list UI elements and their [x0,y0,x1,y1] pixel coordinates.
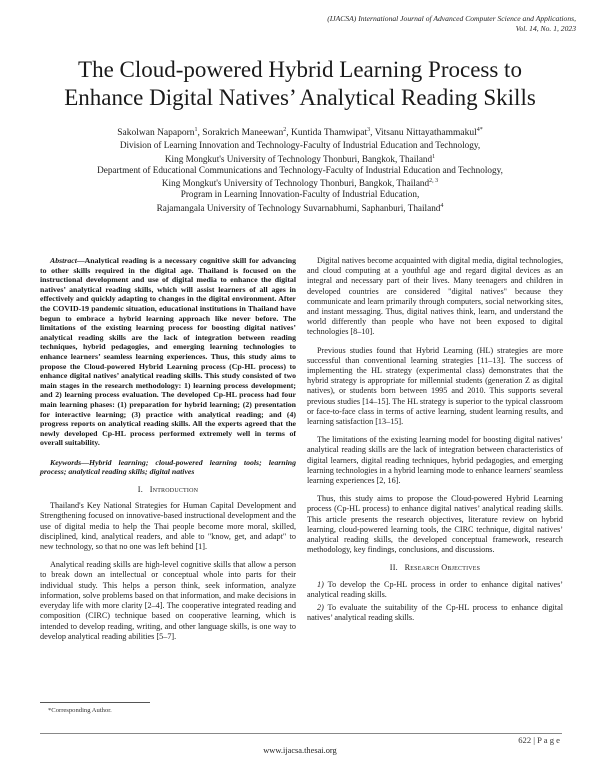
abstract-label: Abstract [50,256,77,265]
author-names: Sakolwan Napaporn$^1$, Sorakrich Maneewan$^2$, Kuntida Thamwipat$^3$, Vitsanu Nittayathammakul$^{4*}$ [117,127,483,139]
footnote-divider [40,702,150,703]
right-column [307,256,563,627]
intro-paragraph: Previous studies found that Hybrid Learning (HL) strategies are more successful than conventional learning strategies [11–13]. The success of implementing the HL strategy (experimental class) demonstrates that the hybrid strategy is appropriate for millennial students (generation Z as digital natives), or students born between 1995 and 2010. This supports several previous studies [14–15]. The HL strategy is superior to the typical classroom or face-to-face class in terms of active learning, student learning results, and learning satisfaction [13–15]. [307,345,563,427]
keywords [40,458,296,477]
abstract [40,256,296,448]
keywords-label: Keywords [50,457,82,467]
author-sup: 1 [194,127,198,133]
author-name: Kuntida Thamwipat [291,128,368,139]
objective-item: 1) To develop the Cp-HL process in order to enhance digital natives’ analytical reading skills. [307,579,563,599]
keywords-text: —Hybrid learning; cloud-powered learning tools; learning process; analytical reading skills; digital natives [40,457,296,477]
author-sup: 2 [283,127,287,133]
paper-title [30,56,570,112]
author-name: Sorakrich Maneewan [202,128,284,139]
intro-paragraph: The limitations of the existing learning model for boosting digital natives’ analytical reading skills are the lack of integration between characteristics of digital learners, digital reading techniques, hybrid pedagogies, and emerging learning technologies in a hybrid learning mode to enhance learners' seamless learning experiences [2, 16]. [307,435,563,486]
abstract-text: —Analytical reading is a necessary cognitive skill for advancing to other skills required in the digital age. Thailand is focused on the instructional development and use of digital media to enhance the digital natives’ analytical reading skills, which will assist learners of all ages in effectively and quickly adapting to changes in the digital environment. After the COVID-19 pandemic situation, educational institutions in Thailand have begun to embrace a hybrid learning approach like never before. The limitations of the existing learning process for boosting digital natives’ analytical reading skills are the lack of integration between reading techniques, hybrid pedagogies, and emerging learning technologies to enhance learners’ seamless learning experiences. Thus, this study aims to propose the Cloud-powered Hybrid Learning process (Cp-HL process) to enhance digital natives’ analytical reading skills. This study consisted of two main stages in the research methodology: 1) learning process development; and 2) learning process evaluation. The developed Cp-HL process had four main learning phases: (1) preparation for hybrid learning; (2) presentation for interactive learning; (3) practice with analytical reading; and (4) progress reports on analytical reading skills. All the experts agreed that the newly developed Cp-HL process performed extremely well in terms of overall suitability. [40,256,296,448]
affiliation-line: Department of Educational Communications and Technology-Faculty of Industrial Education and Technology, [97,164,503,175]
author-name: Vitsanu Nittayathammakul [374,128,477,139]
journal-header-line1: (IJACSA) International Journal of Advanced Computer Science and Applications, [327,14,576,23]
journal-header-line2: Vol. 14, No. 1, 2023 [515,23,576,33]
footer-url: www.ijacsa.thesai.org [263,746,337,755]
author-block [30,125,570,214]
affiliation-line: King Mongkut's University of Technology Thonburi, Bangkok, Thailand$^1$ [164,153,436,164]
objective-item: 2) To evaluate the suitability of the Cp-HL process to enhance digital natives’ analytical reading skills. [307,603,563,623]
affiliation-line: King Mongkut's University of Technology Thonburi, Bangkok, Thailand$^{2, 3}$ [161,178,439,189]
affiliation-line: Division of Learning Innovation and Technology-Faculty of Industrial Education and Technology, [119,140,481,151]
intro-paragraph: Analytical reading skills are high-level cognitive skills that allow a person to break down an intellectual or conceptual whole into parts for their individual study. This helps a person think, seek information, analyze information, solve problems based on that information, and make decisions in everyday life with more clarity [2–4]. The cooperative integrated reading and composition (CIRC) technique based on cooperative learning, which is intended to develop reading, writing, and other language skills, is one way to develop analytical reading abilities [5–7]. [40,560,296,641]
author-sup: 4* [476,127,483,133]
corresponding-author-footnote: *Corresponding Author. [48,707,112,714]
page-number: 622 | P a g e [518,735,560,745]
author-name: Sakolwan Napaporn [117,128,195,139]
intro-paragraph: Digital natives become acquainted with digital media, digital technologies, and cloud computing at a youthful age and regard digital devices as an integral and necessary part of their lives. Many teenagers and children in developed countries are considered "digital natives" because they communicate and learn primarily through computers, social networking sites, and instant messaging. Thus, digital natives think, learn, and understand the world differently than people who have not been exposed to digital technologies [8–10]. [307,256,563,337]
author-sup: 3 [367,127,371,133]
intro-paragraph: Thus, this study aims to propose the Cloud-powered Hybrid Learning process (Cp-HL process) to enhance digital natives’ analytical reading skills. This article presents the research objectives, literature review on hybrid learning, cloud-powered learning tools, the CIRC technique, digital natives’ analytical reading skills, the developed conceptual framework, research methodology, key findings, conclusions, and discussions. [307,494,563,555]
paper-title-line2: Enhance Digital Natives’ Analytical Reading Skills [64,85,536,110]
section-heading-research-objectives: II. Research Objectives [389,563,481,573]
paper-title-line1: The Cloud-powered Hybrid Learning Process to [78,57,522,82]
intro-paragraph: Thailand's Key National Strategies for Human Capital Development and Strengthening focused on innovative-based instructional development and the use of digital media to help the Thai people become more moral, skilled, disciplined, kind, analytical readers, and able to "know, get, and adapt" to new technology, so that no one was left behind [1]. [40,501,296,552]
affiliation-line: Rajamangala University of Technology Suvarnabhumi, Saphanburi, Thailand$^4$ [156,202,444,213]
affiliation-line: Program in Learning Innovation-Faculty of Industrial Education, [180,189,420,200]
section-heading-introduction: I. Introduction [137,485,199,495]
footer-divider [40,733,562,734]
journal-header [216,14,576,33]
left-column [40,256,296,650]
